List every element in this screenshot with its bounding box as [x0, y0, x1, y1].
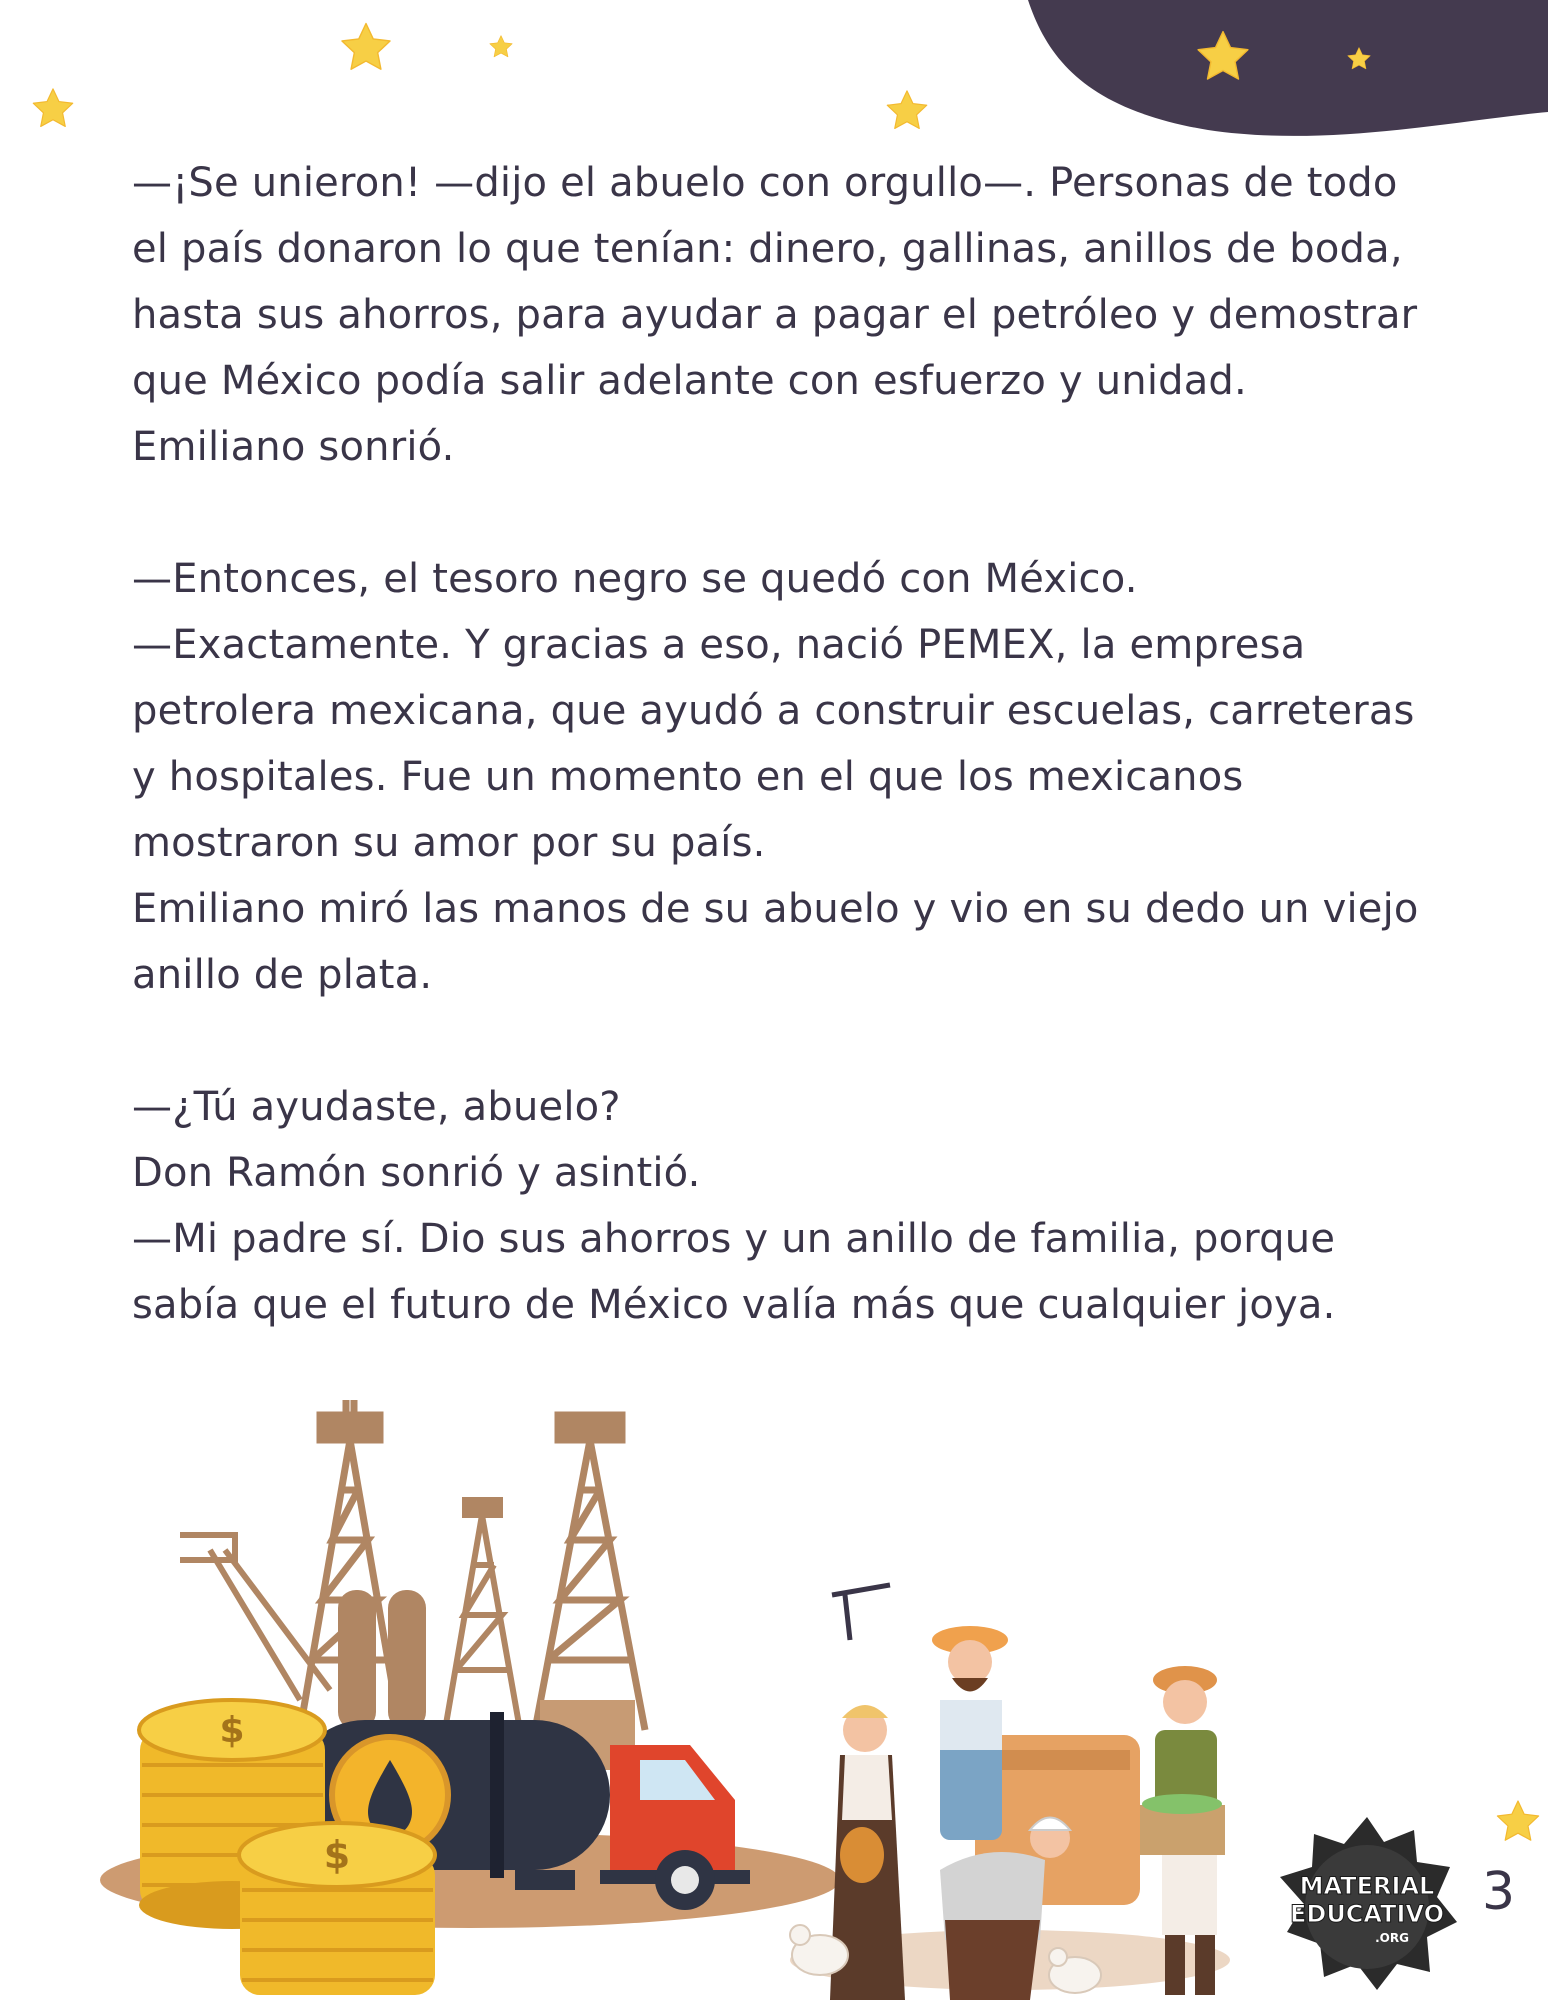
story-text — [132, 150, 1432, 1338]
story-paragraph: Emiliano sonrió. — [132, 424, 455, 470]
star-icon — [30, 86, 76, 132]
star-icon — [1346, 46, 1372, 72]
material-educativo-logo — [1272, 1812, 1462, 1992]
star-icon — [488, 34, 514, 60]
star-icon — [1194, 28, 1252, 86]
story-paragraph: —Entonces, el tesoro negro se quedó con México. — [132, 556, 1138, 602]
dollar-sign-icon: $ — [323, 1833, 351, 1877]
story-paragraph: —¡Se unieron! —dijo el abuelo con orgullo—. Personas de todo el país donaron lo que tenían: dinero, gallinas, anillos de boda, hasta sus ahorros, para ayudar a pagar el petróleo y demostrar que México podía salir adelante con esfuerzo y unidad. — [132, 160, 1418, 404]
star-icon — [338, 20, 394, 76]
oil-derrick — [445, 1500, 520, 1730]
story-paragraph: —Exactamente. Y gracias a eso, nació PEMEX, la empresa petrolera mexicana, que ayudó a construir escuelas, carreteras y hospitales. Fue un momento en el que los mexicanos mostraron su amor por su país. — [132, 622, 1415, 866]
story-paragraph: —¿Tú ayudaste, abuelo? — [132, 1084, 621, 1130]
star-icon — [884, 88, 930, 134]
svg-text:MATERIAL: MATERIAL — [1299, 1872, 1435, 1900]
corner-decoration — [1028, 0, 1548, 140]
story-paragraph: Emiliano miró las manos de su abuelo y vio en su dedo un viejo anillo de plata. — [132, 886, 1419, 998]
dollar-sign-icon: $ — [219, 1710, 245, 1751]
story-paragraph: —Mi padre sí. Dio sus ahorros y un anillo de familia, porque sabía que el futuro de México valía más que cualquier joya. — [132, 1216, 1336, 1328]
svg-text:.ORG: .ORG — [1375, 1931, 1409, 1945]
farmer-man — [932, 1626, 1008, 1840]
story-paragraph: Don Ramón sonrió y asintió. — [132, 1150, 701, 1196]
page-number: 3 — [1482, 1862, 1516, 1922]
coin-stack — [239, 1823, 435, 1995]
svg-text:EDUCATIVO: EDUCATIVO — [1290, 1900, 1444, 1928]
oil-derrick — [535, 1415, 645, 1730]
farmer-woman — [830, 1585, 905, 2000]
